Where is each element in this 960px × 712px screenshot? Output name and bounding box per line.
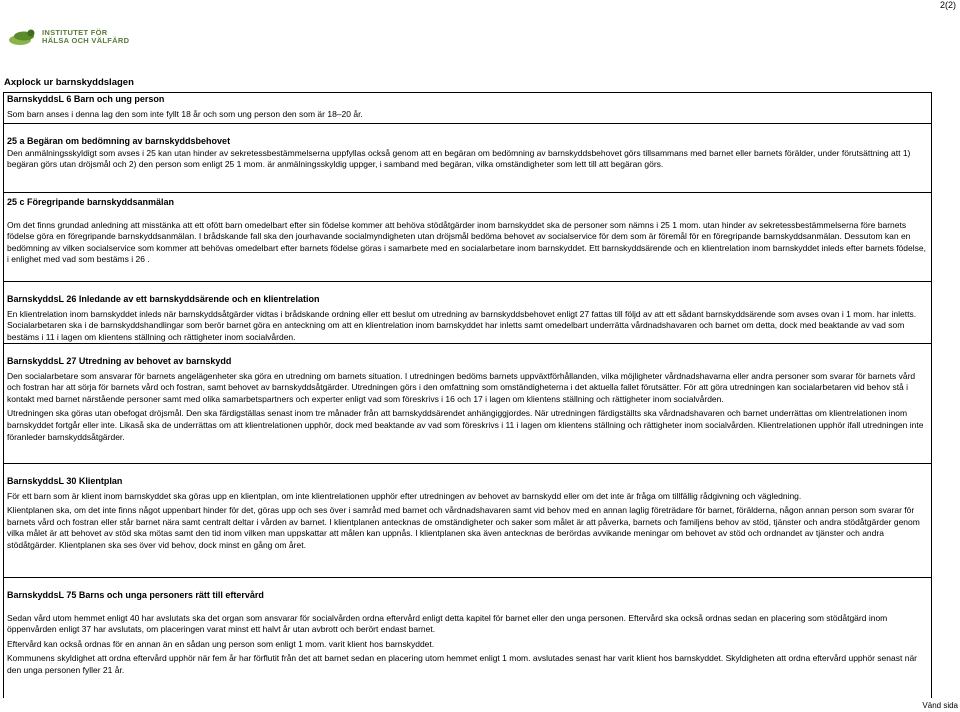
- section-text: För ett barn som är klient inom barnskyddet ska göras upp en klientplan, om inte klientrelationen upphör efter utredningen av behovet av barnskydd eller om det inte är fråga om tillfällig rådgivning och vägledning.: [7, 490, 802, 501]
- section-heading: 25 a Begäran om bedömning av barnskyddsbehovet: [7, 136, 231, 146]
- section-text: Klientplanen ska, om det inte finns något uppenbart hinder för det, göras upp och ses över i samråd med barnet och vårdnadshavaren samt vid behov med en annan laglig företrädare för barnet, förälderna, någon annan person som svarar för barnets vård och fostran eller står barnet nära samt centralt deltar i vården av barnet. I klientplanen antecknas de omständigheter och saker som målet är att påverka, barnets och familjens behov av stöd, tjänster och andra stödåtgärder genom vilka målet är att behovet av stöd ska mötas samt den tid inom vilken man uppskattar att målen kan uppnås. I klientplanen ska även antecknas de berördas avvikande meningar om behovet av stöd och ordnandet av tjänster och andra stödåtgärder. Klientplanen ska ses över vid behov, dock minst en gång om året.: [7, 505, 920, 550]
- section-heading: BarnskyddsL 26 Inledande av ett barnskyddsärende och en klientrelation: [7, 294, 320, 304]
- document-title: Axplock ur barnskyddslagen: [4, 77, 134, 88]
- section-26: [3, 281, 932, 343]
- section-text: Eftervård kan också ordnas för en annan än en sådan ung person som enligt 1 mom. varit klient hos barnskyddet.: [7, 638, 435, 649]
- section-75: [3, 577, 932, 698]
- turn-page-note: Vänd sida: [922, 701, 958, 710]
- section-25a: [3, 123, 932, 192]
- section-text: En klientrelation inom barnskyddet inleds när barnskyddsåtgärder vidtas i brådskande ordning eller ett beslut om utredning av barnskyddsbehovet enligt 27 fattas till följd av att ett sådant barnskyddsärende som avses ovan i 1 mom. har inletts. Socialarbetaren ska i de barnskyddshandlingar som berör barnet göra en anteckning om att en klientrelation inom barnskyddet har inletts samt omedelbart underrätta vårdnadshavaren och barnet om detta, dock med beaktande av vad som bestäms i 11 i lagen om klientens ställning och rättigheter inom socialvården.: [7, 308, 917, 342]
- section-heading: BarnskyddsL 6 Barn och ung person: [7, 94, 165, 104]
- section-27: [3, 343, 932, 463]
- section-25c: [3, 192, 932, 281]
- logo-icon: [8, 27, 38, 47]
- logo-line1: INSTITUTET FÖR: [42, 27, 108, 37]
- section-text: Sedan vård utom hemmet enligt 40 har avslutats ska det organ som ansvarar för socialvården ordna eftervård enligt detta kapitel för barnet eller den unga personen. Eftervård ska också ordnas sedan en placering som stödåtgärd inom öppenvården enligt 37 har avslutats, om placeringen varat minst ett halvt år utan avbrott och berört endast barnet.: [7, 612, 888, 635]
- institute-logo: [8, 27, 129, 47]
- logo-line2: HÄLSA OCH VÄLFÄRD: [42, 36, 130, 45]
- section-text: Som barn anses i denna lag den som inte fyllt 18 år och som ung person den som är 18–20 år.: [7, 108, 363, 119]
- section-heading: BarnskyddsL 30 Klientplan: [7, 476, 123, 486]
- section-text: Om det finns grundad anledning att misstänka att ett ofött barn omedelbart efter sin födelse kommer att behöva stödåtgärder inom barnskyddet ska de personer som nämns i 25 1 mom. utan hinder av sekretessbestämmelserna före barnets födelse göra en föregripande barnskyddsanmälan. I brådskande fall ska den jourhavande socialmyndigheten utan dröjsmål bedöma behovet av socialservice för dem som är föremål för en föregripande barnskyddsanmälan. Dessutom kan en bedömning av vilken socialservice som kommer att behövas omedelbart efter barnets födelse göras i samarbete med en socialarbetare inom barnskyddet. Ett barnskyddsärende och en klientrelation inom barnskyddet inleds efter barnets födelse, i enlighet med vad som bestäms i 26 .: [7, 219, 926, 265]
- page-number: 2(2): [939, 0, 956, 10]
- section-30: [3, 463, 932, 577]
- section-text: Den anmälningsskyldigt som avses i 25 kan utan hinder av sekretessbestämmelserna uppfyllas också genom att en begäran om bedömning av barnskyddsbehovet görs tillsammans med barnet eller barnets förälder, under förutsättning att 1) begäran görs utan dröjsmål och 2) den person som enligt 25 1 mom. är anmälningsskyldig uppger, i samband med begäran, vilka omständigheter som lett till att begäran görs.: [7, 147, 911, 170]
- section-6: [3, 92, 932, 123]
- section-text: Utredningen ska göras utan obefogat dröjsmål. Den ska färdigställas senast inom tre månader från att barnskyddsärendet anhängiggjordes. När utredningen färdigställts ska vårdnadshavaren och barnet underrättas om klientrelationen inom barnskyddet fortgår eller inte. Likaså ska de underrättas om att klientrelationen upphör, dock med beaktande av vad som föreskrivs i 11 i lagen om klientens ställning och rättigheter inom socialvården. Klientrelationen upphör ifall utredningen inte föranleder barnskyddsåtgärder.: [7, 408, 924, 442]
- law-excerpts: [3, 92, 932, 698]
- section-heading: BarnskyddsL 27 Utredning av behovet av barnskydd: [7, 356, 232, 366]
- section-text: Den socialarbetare som ansvarar för barnets angelägenheter ska göra en utredning om barnets situation. I utredningen bedöms barnets uppväxtförhållanden, vilka möjligheter vårdnadshavarna eller andra personer som svarar för barnets vård och fostran har att sörja för barnets vård och fostran, samt behovet av barnskyddsåtgärder. Utredningen görs i den omfattning som omständigheterna i det aktuella fallet förutsätter. För att göra utredningen kan socialarbetaren vid behov stå i kontakt med barnet närstående personer samt med olika samarbetspartners och experter enligt vad som föreskrivs i 16 och 17 i lagen om klientens ställning och rättigheter inom socialvården.: [7, 370, 916, 404]
- section-heading: BarnskyddsL 75 Barns och unga personers rätt till eftervård: [7, 590, 264, 600]
- section-text: Kommunens skyldighet att ordna eftervård upphör när fem år har förflutit från det att barnet sedan en placering utom hemmet enligt 1 mom. avslutades senast har varit klient hos barnskyddet. Skyldigheten att ordna eftervård upphör senast när den unga personen fyller 21 år.: [7, 653, 917, 675]
- section-heading: 25 c Föregripande barnskyddsanmälan: [7, 197, 175, 207]
